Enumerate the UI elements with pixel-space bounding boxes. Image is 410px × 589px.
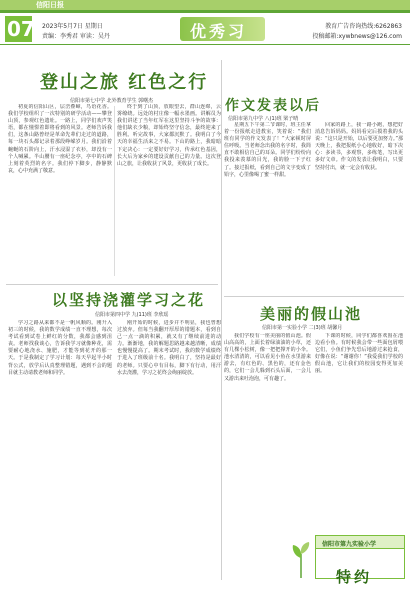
article-byline: 信阳市第一实验小学 二(3)班 胡馨月 [262, 325, 343, 331]
sponsor-box [315, 535, 405, 586]
article-body-column [224, 333, 311, 533]
article-byline: 信阳市第九中学 八(1)班 梁子晴 [228, 116, 299, 122]
header-accent-bar [0, 10, 410, 13]
article-body-column [315, 122, 403, 290]
article-paragraph: 刚开始的时候，进步并不明显，我也曾想过放弃。但每当我翻开厚厚的错题本，看到自己一点一滴的积累，就又有了继续前进的动力。渐渐地，我的解题思路越来越清晰，成绩也慢慢提高了。期末考试时，我的数学成绩终于进入了班级前十名。我明白了，坚持是最好的老师。只要心中有目标，脚下有行动，用汗水去浇灌，学习之花终会绚丽绽放。 [117, 320, 221, 376]
article-body-column [315, 333, 403, 533]
issue-date: 2023年5月7日 星期日 [42, 23, 103, 30]
article-byline: 信阳市第四中学 九(11)班 李欣瑶 [95, 312, 169, 318]
inner-column-divider [114, 106, 115, 276]
sponsor-body [315, 549, 405, 586]
sponsor-header [315, 535, 405, 549]
sprout-icon [290, 540, 312, 578]
sponsor-label: 特约 [336, 568, 373, 586]
ad-hotline: 教育广告咨询热线:6262863 [325, 23, 402, 30]
sponsor-name: 信阳市第九实验小学 [322, 541, 377, 548]
article-title: 以坚持浇灌学习之花 [52, 291, 206, 309]
article-paragraph: 终于到了山顶，放眼望去，群山连绵，云雾缭绕。远处的村庄像一幅水墨画。讲解员为我们讲述了当年红军在这里坚持斗争的故事：他们缺衣少粮，却始终坚守信念，最终迎来了胜利。听完故事，大家都沉默了。我明白了今天的幸福生活来之不易。下山的路上，我暗暗下定决心：一定要好好学习，传承红色基因，长大后为家乡的建设贡献自己的力量。这次登山之旅，让我收获了风景，更收获了成长。 [117, 104, 221, 167]
article-body-column [8, 104, 112, 280]
page-number: 07 [7, 17, 35, 41]
article-body-column [224, 122, 311, 290]
article-paragraph: 下课的时候，同学们都喜欢围在池边看小鱼。有时候我会带一些面包屑喂它们，小鱼们争先恐后地游过来抢食，好像在说：“谢谢你！”我爱我们学校的假山池，它让我们的校园变得更加美丽。 [315, 333, 403, 375]
column-divider-vertical [221, 60, 222, 580]
article-paragraph: 学习之路从来都不是一帆风顺的。刚升入初三的时候，我的数学成绩一直不理想，每次考试看到试卷上鲜红的分数，我都会感到沮丧。老师找我谈心，告诉我学习就像种花，需要耐心地浇水、施肥，才能等到花开的那一天。于是我制定了学习计划：每天早起半小时背公式，放学后认真整理错题，遇到不会的题目就主动请教老师和同学。 [8, 320, 112, 376]
page-header [0, 0, 410, 64]
article-title: 登山之旅 红色之行 [40, 72, 209, 93]
article-title: 作文发表以后 [225, 98, 321, 114]
column-title-banner [180, 17, 265, 64]
article-byline: 信阳市第七中学 北外教育学生 郭曙杰 [70, 98, 154, 104]
article-paragraph: 星期五下午第二节课时，班主任拿着一份报纸走进教室，笑着说：“我们班有同学的作文发表了！”大家顿时屏住呼吸。当老师念出我的名字时，我简直不敢相信自己的耳朵。同学们纷纷向我投来羡慕的目光，我的脸一下子红了。接过报纸，看到自己的文字变成了铅字，心里像喝了蜜一样甜。 [224, 122, 311, 178]
section-divider-left [6, 284, 218, 285]
article-title: 美丽的假山池 [260, 305, 363, 323]
header-divider [0, 44, 410, 45]
article-body-column [117, 320, 221, 580]
article-body-column [117, 104, 221, 280]
editor-line: 责编：李秀君 审读：吴丹 [42, 33, 110, 40]
article-paragraph: 我们学校有一座美丽的假山池。假山高高的，上面长着绿油油的小草，还有几棵小松树，像一把把撑开的小伞。池水清清的，可以看见小鱼在水里游来游去，有红色的、黑色的，还有金色的，它们一会儿躲到石头后面，一会儿又游出来吐泡泡，可有趣了。 [224, 333, 311, 382]
article-paragraph: 回家的路上，我一路小跑，想把好消息告诉妈妈。妈妈看完后摸着我的头说：“这只是开始，以后要更加努力。”那天晚上，我把报纸小心地收好，暗下决心：多读书，多观察，多练笔，写出更多好文章。作文的发表让我明白，只要坚持付出，就一定会有收获。 [315, 122, 403, 171]
masthead: 信阳日报 [36, 1, 64, 9]
section-divider-right [224, 296, 404, 297]
article-body-column [8, 320, 112, 580]
column-title: 优秀习作 [190, 22, 248, 64]
submission-email: 投稿邮箱:xywbnews@126.com [312, 33, 402, 40]
article-paragraph: 初夏的信阳山区，层峦叠嶂，鸟语花香。我们学校组织了一次特别的研学活动——攀登山顶，参观红色遗址。一路上，同学们欢声笑语，都在憧憬着即将看到的风景。老师告诉我们，这条山路曾经是革命先辈们走过的道路，每一块石头都记录着那段峥嵘岁月。我们沿着蜿蜒的石阶向上，汗水浸湿了衣衫，却没有一个人喊累。半山腰有一座纪念亭，亭中的石碑上刻着英烈的名字。我们停下脚步，静静默哀，心中充满了敬意。 [8, 104, 112, 174]
